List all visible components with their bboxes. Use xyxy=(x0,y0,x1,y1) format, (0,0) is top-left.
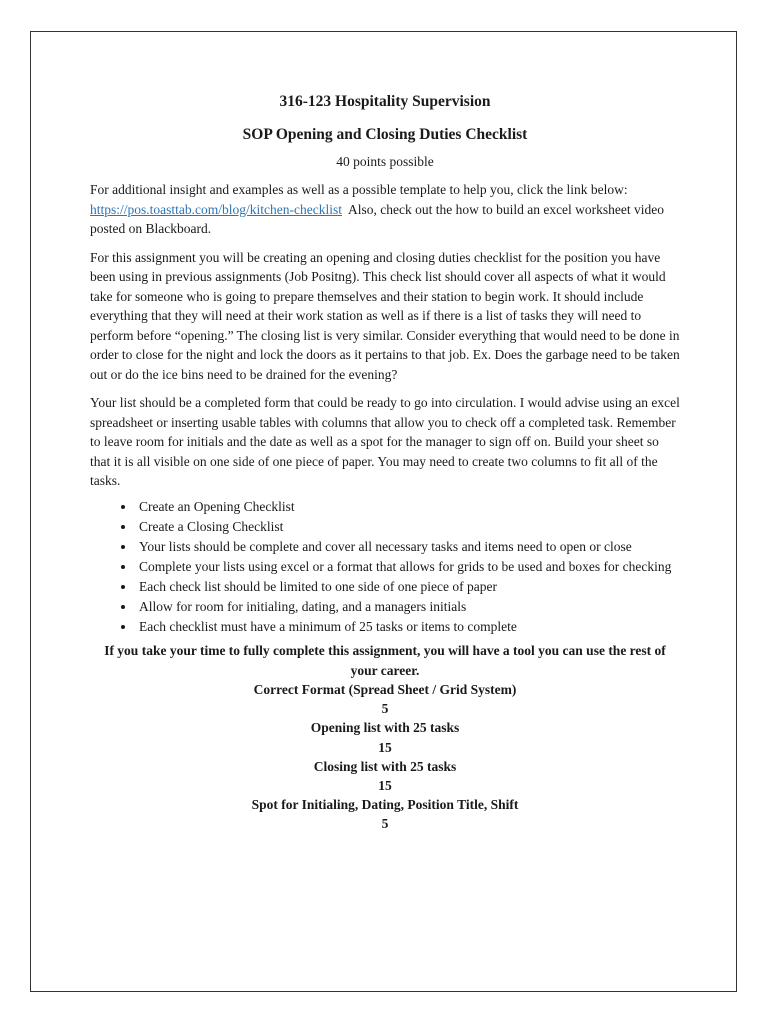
list-item: • Complete your lists using excel or a format that allows for grids to be used and boxes for checking xyxy=(136,557,680,577)
assignment-description: For this assignment you will be creating an opening and closing duties checklist for the position you have been using in previous assignments (Job Positng). This check list should cover all aspects of what it would take for someone who is going to prepare themselves and their station to begin work. It should include everything that they will need at their work station as well as if there is a list of tasks they will need to perform before “opening.” The closing list is very similar. Consider everything that would need to be done in order to close for the night and lock the doors as it pertains to that job. Ex. Does the garbage need to be taken out or do the ice bins need to be drained for the evening? xyxy=(90,249,680,382)
document-title: 316-123 Hospitality Supervision xyxy=(279,93,491,110)
grading-points: 15 xyxy=(378,739,392,755)
grading-criterion: Spot for Initialing, Dating, Position Title, Shift xyxy=(251,797,519,813)
list-item: • Each check list should be limited to one side of one piece of paper xyxy=(136,577,680,597)
document-body xyxy=(90,92,680,834)
grading-criterion: Correct Format (Spread Sheet / Grid System) xyxy=(253,682,517,697)
list-item: • Create a Closing Checklist xyxy=(136,517,680,537)
intro-text: For additional insight and examples as well as a possible template to help you, click the link below: xyxy=(90,182,628,197)
list-item: • Each checklist must have a minimum of 25 tasks or items to complete xyxy=(136,617,680,637)
requirements-list xyxy=(90,497,680,637)
document-subtitle: SOP Opening and Closing Duties Checklist xyxy=(242,126,528,143)
grading-points: 5 xyxy=(381,701,389,717)
list-item: • Your lists should be complete and cover all necessary tasks and items need to open or close xyxy=(136,537,680,557)
closing-statement: If you take your time to fully complete this assignment, you will have a tool you can use the rest of your career. xyxy=(104,643,666,678)
grading-criterion: Opening list with 25 tasks xyxy=(310,720,460,736)
grading-points: 15 xyxy=(378,778,392,794)
intro-paragraph xyxy=(90,180,680,239)
requirements-paragraph: Your list should be a completed form that could be ready to go into circulation. I would advise using an excel spreadsheet or inserting usable tables with columns that allow you to check off a completed task. Remember to leave room for initials and the date as well as a spot for the manager to sign off on. Build your sheet so that it is all visible on one side of one piece of paper. You may need to create two columns to fit all of the tasks. xyxy=(90,395,680,488)
grading-points: 5 xyxy=(381,816,389,832)
points-possible: 40 points possible xyxy=(336,154,434,169)
intro-text-continued: Also, check out the how to build an excel worksheet video posted on Blackboard. xyxy=(90,201,665,236)
list-item: • Create an Opening Checklist xyxy=(136,497,680,517)
kitchen-checklist-link[interactable]: https://pos.toasttab.com/blog/kitchen-checklist xyxy=(90,201,342,217)
list-item: • Allow for room for initialing, dating, and a managers initials xyxy=(136,597,680,617)
grading-criterion: Closing list with 25 tasks xyxy=(313,758,457,774)
grading-rubric xyxy=(90,680,680,834)
